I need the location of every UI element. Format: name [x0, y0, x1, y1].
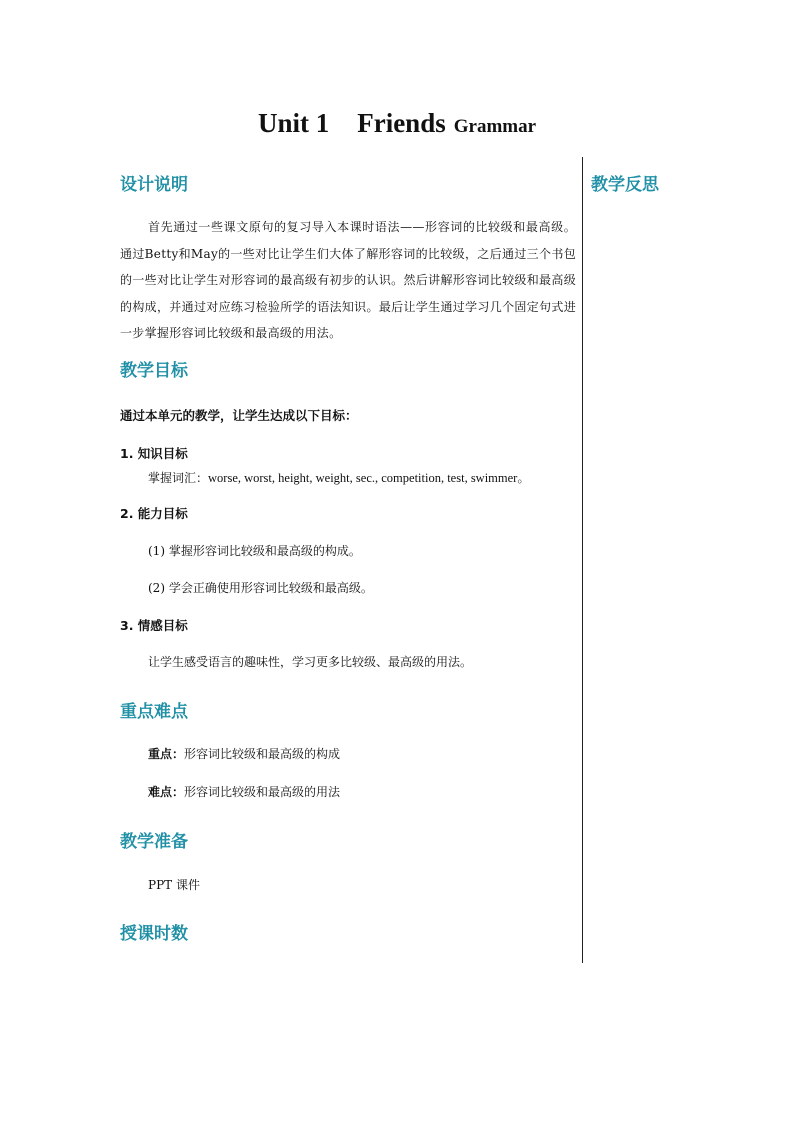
goals-heading: 教学目标: [120, 361, 188, 381]
emotion-text: 让学生感受语言的趣味性，学习更多比较级、最高级的用法。: [148, 655, 473, 669]
ability-title: 2. 能力目标: [120, 506, 188, 521]
hours-heading: 授课时数: [120, 924, 188, 944]
key-text: 形容词比较级和最高级的构成: [184, 747, 341, 761]
prep-text: PPT 课件: [148, 878, 200, 892]
goals-intro: 通过本单元的教学，让学生达成以下目标：: [120, 408, 358, 423]
title-unit: Unit 1: [257, 108, 330, 138]
knowledge-words: worse, worst, height, weight, sec., competition, test, swimmer。: [208, 471, 530, 485]
column-divider: [582, 157, 583, 963]
design-paragraph: 首先通过一些课文原句的复习导入本课时语法——形容词的比较级和最高级。通过Betty和May的一些对比让学生们大体了解形容词的比较级，之后通过三个书包的一些对比让学生对形容词的最高级有初步的认识。然后讲解形容词比较级和最高级的构成，并通过对应练习检验所学的语法知识。最后让学生通过学习几个固定句式进一步掌握形容词比较级和最高级的用法。: [120, 220, 576, 340]
knowledge-title: 1. 知识目标: [120, 446, 188, 461]
knowledge-line: [148, 468, 530, 486]
ability-item: (2) 学会正确使用形容词比较级和最高级。: [148, 581, 373, 595]
difficult-label: 难点：: [148, 785, 185, 799]
knowledge-label: 掌握词汇：: [148, 471, 209, 485]
key-points-heading: 重点难点: [120, 702, 188, 722]
key-point-line: [148, 745, 340, 762]
title-sub: Grammar: [453, 116, 537, 137]
reflection-heading: 教学反思: [591, 175, 659, 195]
design-heading: 设计说明: [120, 175, 188, 195]
difficult-point-line: [148, 783, 340, 800]
ability-item: (1) 掌握形容词比较级和最高级的构成。: [148, 544, 361, 558]
emotion-title: 3. 情感目标: [120, 618, 188, 633]
document-title: [0, 108, 794, 139]
prep-heading: 教学准备: [120, 832, 188, 852]
title-main: Friends: [357, 108, 446, 138]
key-label: 重点：: [148, 747, 185, 761]
difficult-text: 形容词比较级和最高级的用法: [184, 785, 341, 799]
